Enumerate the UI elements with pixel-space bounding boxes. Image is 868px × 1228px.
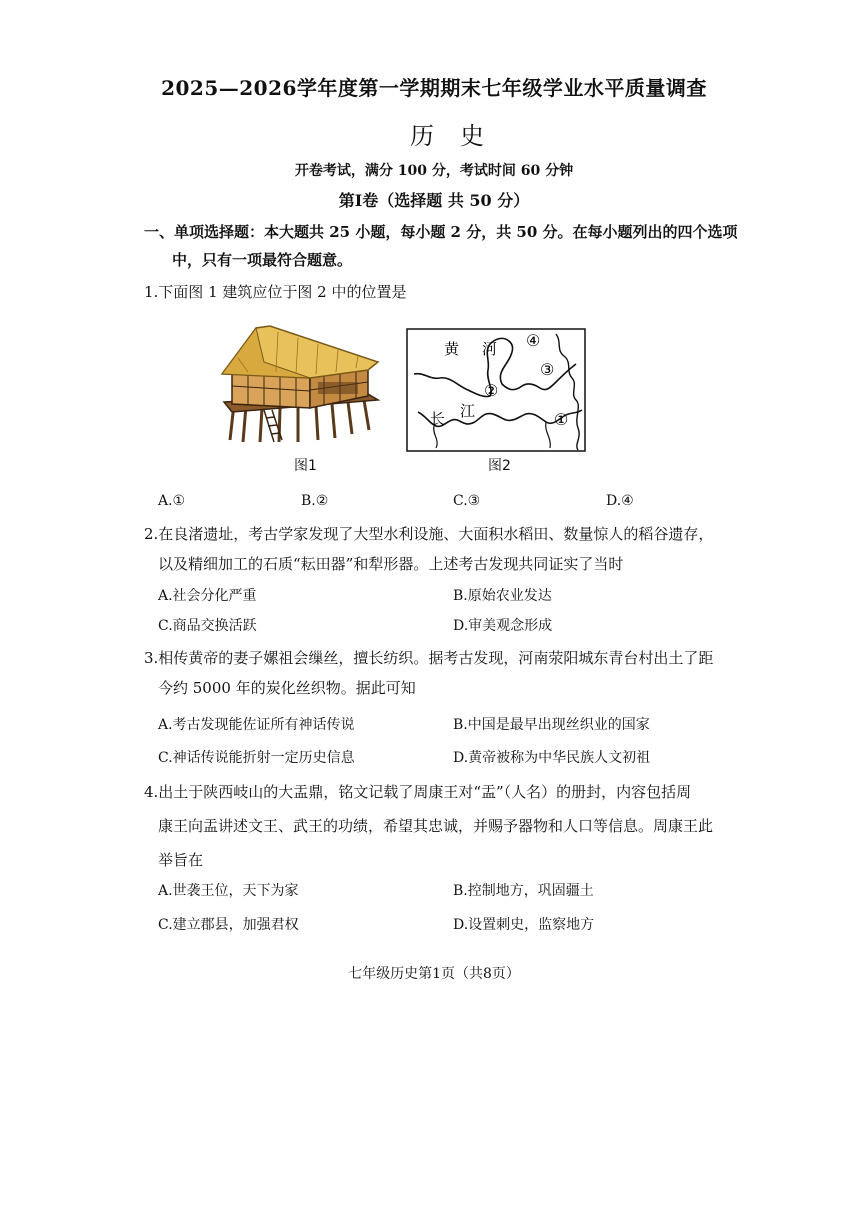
figure-2-caption: 图2 <box>488 458 511 474</box>
volume-title: 第Ⅰ卷（选择题 共 50 分） <box>338 191 530 210</box>
q4-stem-line-1: 4.出土于陕西岐山的大盂鼎，铭文记载了周康王对“盂”（人名）的册封，内容包括周 <box>144 783 692 801</box>
q3-option-b[interactable]: B.中国是最早出现丝织业的国家 <box>453 717 650 733</box>
q3-stem-line-2: 今约 5000 年的炭化丝织物。据此可知 <box>158 679 416 697</box>
q3-option-a[interactable]: A.考古发现能佐证所有神话传说 <box>158 717 355 733</box>
map-label-he: 河 <box>482 340 498 358</box>
q2-option-b[interactable]: B.原始农业发达 <box>453 588 552 604</box>
q1-option-d[interactable]: D.④ <box>606 493 634 509</box>
q1-option-b[interactable]: B.② <box>301 493 329 509</box>
map-label-huang: 黄 <box>444 340 460 358</box>
section-instructions <box>144 218 784 274</box>
question-1-stem: 1.下面图 1 建筑应位于图 2 中的位置是 <box>144 283 407 301</box>
q4-option-c[interactable]: C.建立郡县，加强君权 <box>158 917 299 933</box>
q4-option-d[interactable]: D.设置刺史，监察地方 <box>453 917 595 933</box>
q2-option-a[interactable]: A.社会分化严重 <box>158 588 257 604</box>
q1-option-a[interactable]: A.① <box>158 493 186 509</box>
map-label-chang: 长 <box>430 410 446 428</box>
question-3-stem <box>144 643 713 703</box>
subject-title: 历史 <box>410 122 510 150</box>
q4-stem-line-2: 康王向盂讲述文王、武王的功绩，希望其忠诚，并赐予器物和人口等信息。周康王此 <box>158 817 714 835</box>
page-footer: 七年级历史第1页（共8页） <box>348 966 520 982</box>
q3-option-c[interactable]: C.神话传说能折射一定历史信息 <box>158 750 355 766</box>
map-marker-4: ④ <box>526 331 541 350</box>
exam-info: 开卷考试，满分 100 分，考试时间 60 分钟 <box>294 163 574 179</box>
map-marker-2: ② <box>484 381 499 400</box>
exam-title: 2025—2026学年度第一学期期末七年级学业水平质量调查 <box>161 76 707 100</box>
question-2-stem <box>144 519 713 579</box>
river-map-figure <box>406 328 586 452</box>
map-label-jiang: 江 <box>460 402 476 420</box>
section-line-2: 中，只有一项最符合题意。 <box>172 251 353 269</box>
q2-option-d[interactable]: D.审美观念形成 <box>453 618 553 634</box>
stilt-house-figure <box>218 322 382 444</box>
map-marker-1: ① <box>554 410 569 429</box>
q3-option-d[interactable]: D.黄帝被称为中华民族人文初祖 <box>453 750 651 766</box>
q2-stem-line-1: 2.在良渚遗址，考古学家发现了大型水利设施、大面积水稻田、数量惊人的稻谷遗存， <box>144 525 714 543</box>
q4-option-a[interactable]: A.世袭王位，天下为家 <box>158 883 299 899</box>
question-4-stem <box>144 775 713 877</box>
map-marker-3: ③ <box>540 360 555 379</box>
q4-stem-line-3: 举旨在 <box>158 851 204 869</box>
q1-option-c[interactable]: C.③ <box>453 493 481 509</box>
q3-stem-line-1: 3.相传黄帝的妻子嫘祖会缫丝，擅长纺织。据考古发现，河南荥阳城东青台村出土了距 <box>144 649 714 667</box>
q4-option-b[interactable]: B.控制地方，巩固疆土 <box>453 883 594 899</box>
section-line-1: 一、单项选择题：本大题共 25 小题，每小题 2 分，共 50 分。在每小题列出的四个选项 <box>144 223 738 241</box>
figure-1-caption: 图1 <box>294 458 317 474</box>
q2-stem-line-2: 以及精细加工的石质“耘田器”和犁形器。上述考古发现共同证实了当时 <box>158 555 624 573</box>
q2-option-c[interactable]: C.商品交换活跃 <box>158 618 257 634</box>
